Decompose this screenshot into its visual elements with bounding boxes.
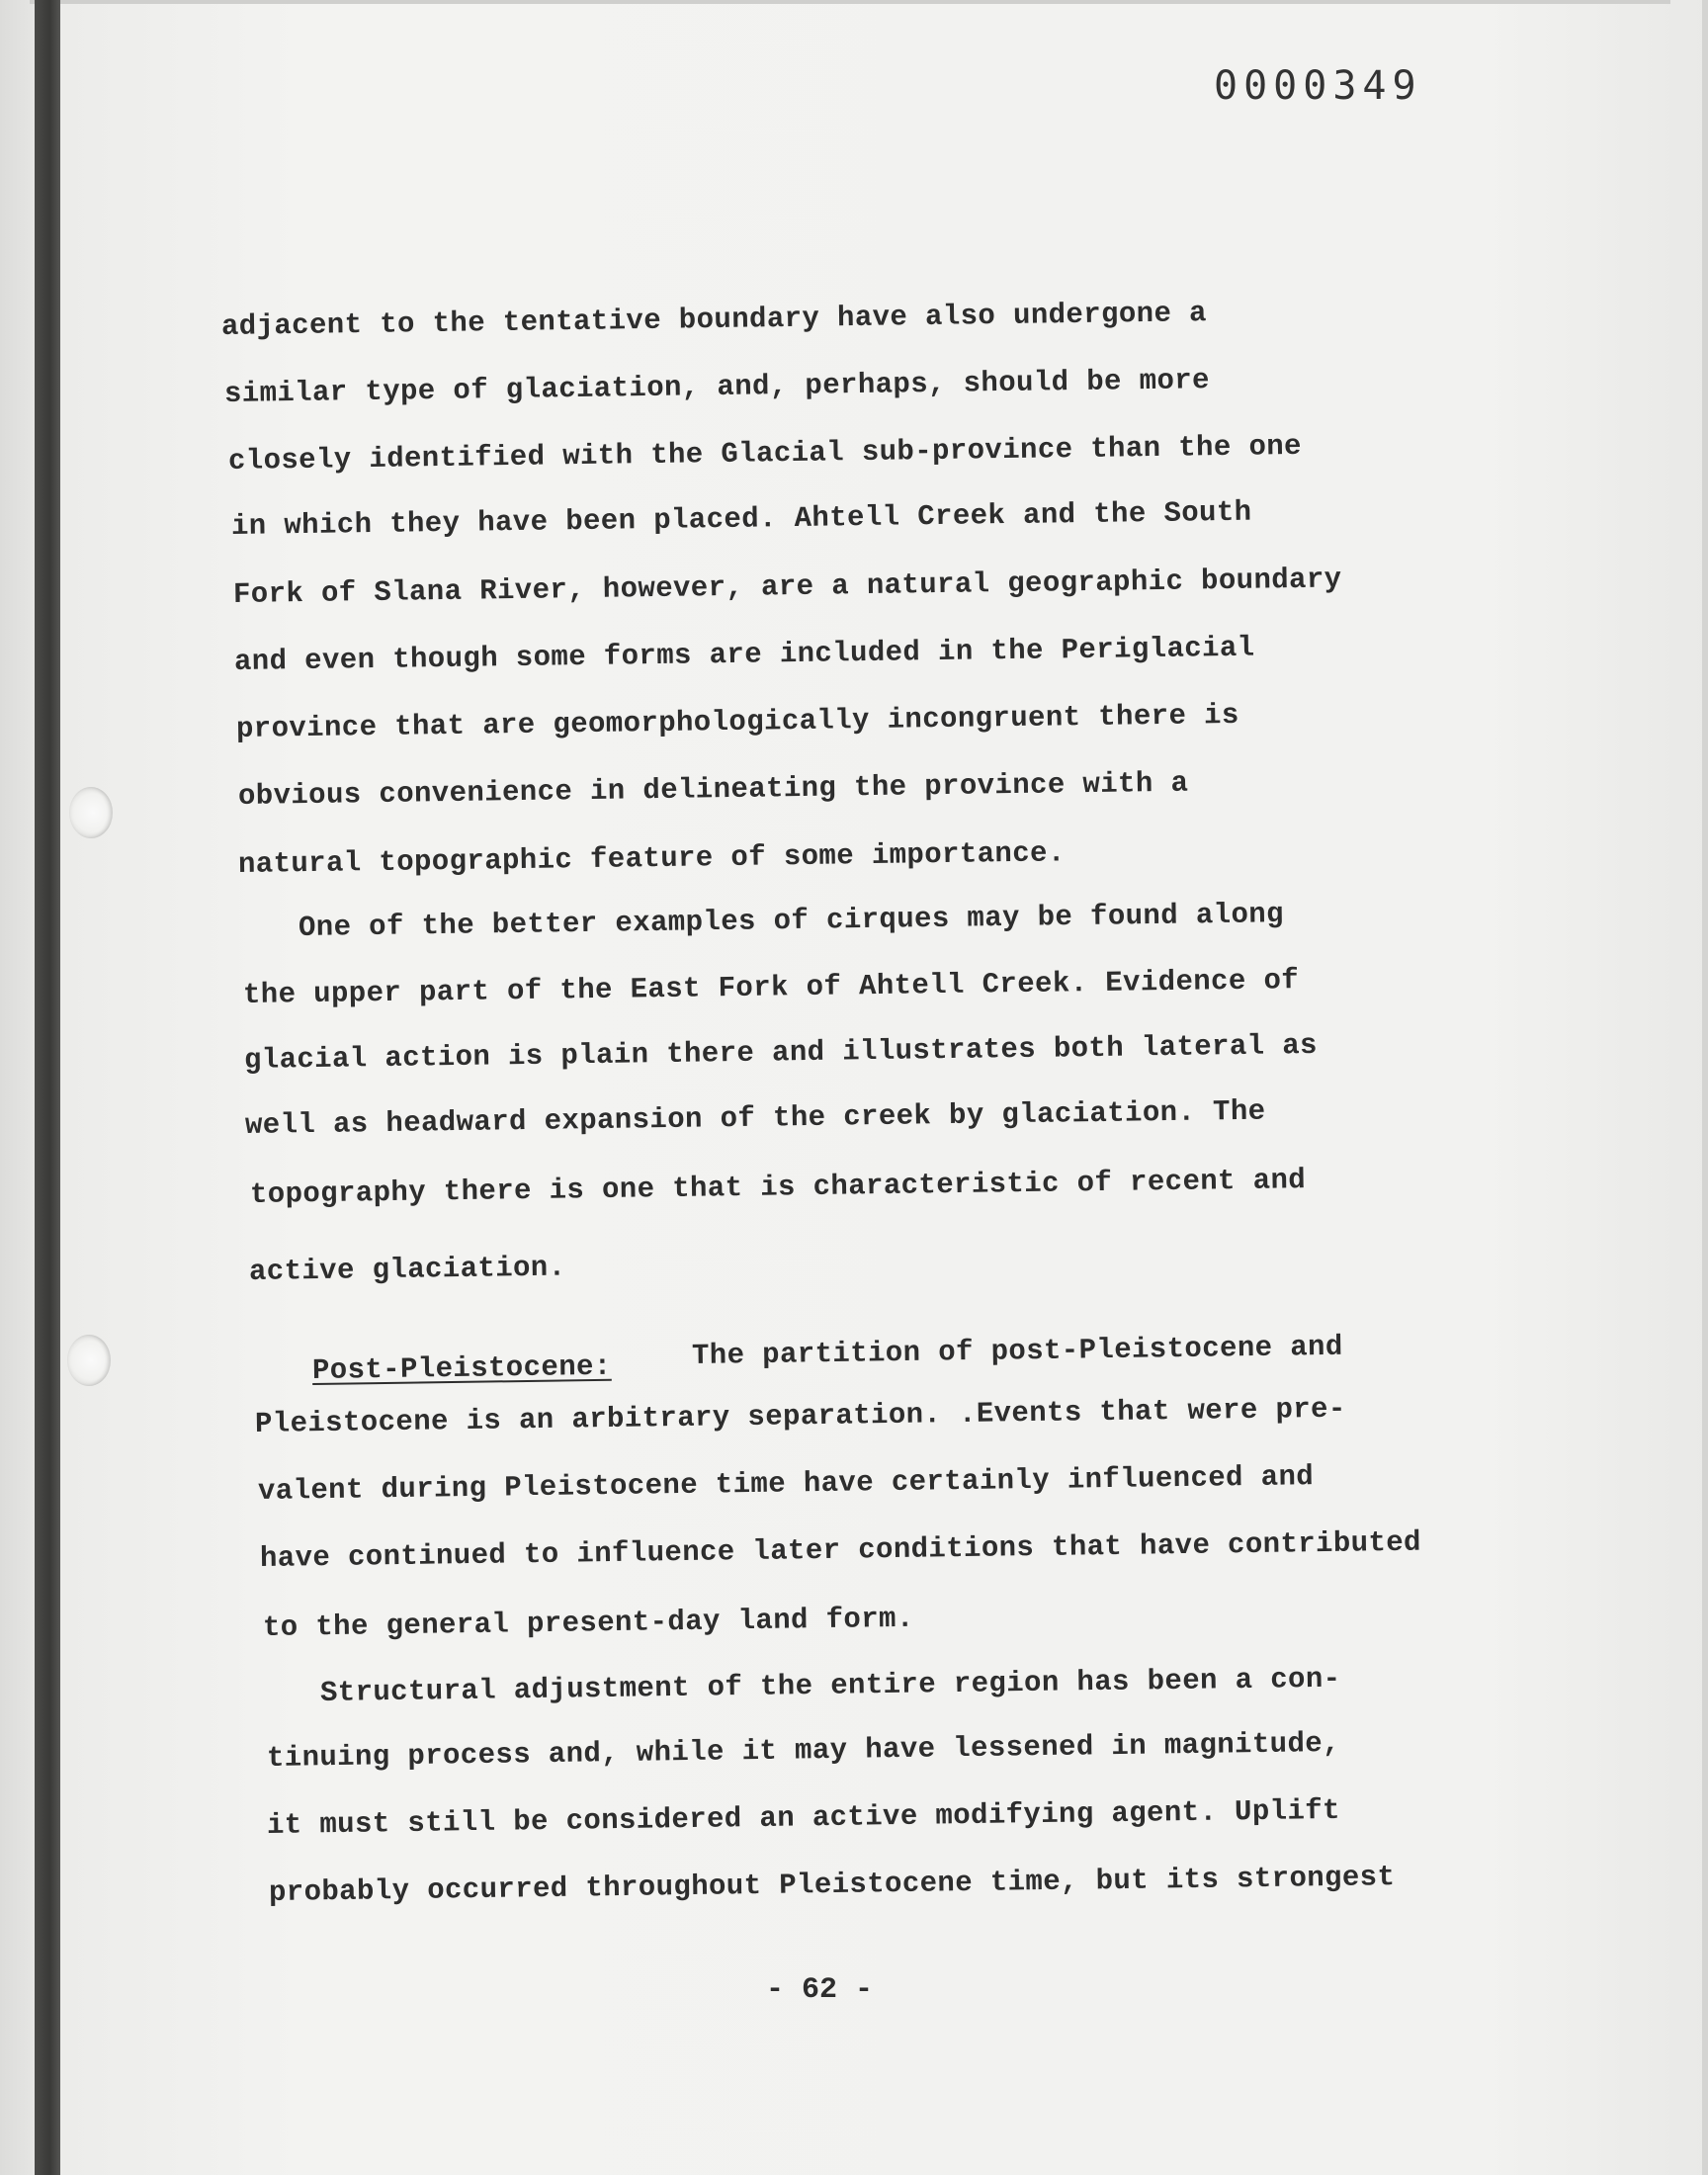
section-heading: Post-Pleistocene:: [311, 1349, 612, 1387]
text-line: obvious convenience in delineating the province with a: [237, 766, 1189, 813]
text-line: The partition of post-Pleistocene and: [691, 1330, 1343, 1372]
text-line: probably occurred throughout Pleistocene time, but its strongest: [268, 1861, 1396, 1909]
text-line: well as headward expansion of the creek by glaciation. The: [244, 1094, 1266, 1142]
text-line: have continued to influence later conditions that have contributed: [259, 1525, 1422, 1575]
text-line: Fork of Slana River, however, are a natural geographic boundary: [232, 563, 1342, 611]
text-line: natural topographic feature of some importance.: [237, 836, 1066, 881]
punch-hole: [67, 1335, 111, 1386]
text-line: valent during Pleistocene time have certainly influenced and: [257, 1460, 1315, 1508]
page-top-edge: [30, 0, 1670, 4]
text-line: adjacent to the tentative boundary have also undergone a: [220, 297, 1208, 343]
page-right-edge: [1702, 0, 1708, 2175]
text-line: tinuing process and, while it may have lessened in magnitude,: [266, 1726, 1341, 1775]
text-line: to the general present-day land form.: [262, 1602, 914, 1644]
text-line: topography there is one that is characteristic of recent and: [249, 1164, 1307, 1211]
text-line: active glaciation.: [248, 1251, 566, 1288]
text-line: similar type of glaciation, and, perhaps, should be more: [223, 364, 1211, 410]
text-line: and even though some forms are included in the Periglacial: [233, 631, 1255, 678]
text-line: closely identified with the Glacial sub-province than the one: [227, 429, 1303, 478]
punch-hole: [69, 787, 113, 838]
text-line: in which they have been placed. Ahtell Creek and the South: [230, 495, 1252, 543]
text-line: glacial action is plain there and illustrates both lateral as: [243, 1028, 1319, 1077]
document-number: 0000349: [1214, 63, 1422, 109]
text-line: the upper part of the East Fork of Ahtell Creek. Evidence of: [242, 964, 1300, 1011]
text-line: Pleistocene is an arbitrary separation. .Events that were pre-: [254, 1392, 1346, 1440]
page-number: - 62 -: [766, 1973, 874, 2007]
text-line: it must still be considered an active modifying agent. Uplift: [266, 1793, 1341, 1842]
text-line: Structural adjustment of the entire region has been a con-: [319, 1662, 1341, 1709]
text-line: One of the better examples of cirques may be found along: [298, 898, 1285, 944]
binding-strip: [35, 0, 60, 2175]
text-line: province that are geomorphologically incongruent there is: [235, 698, 1239, 745]
